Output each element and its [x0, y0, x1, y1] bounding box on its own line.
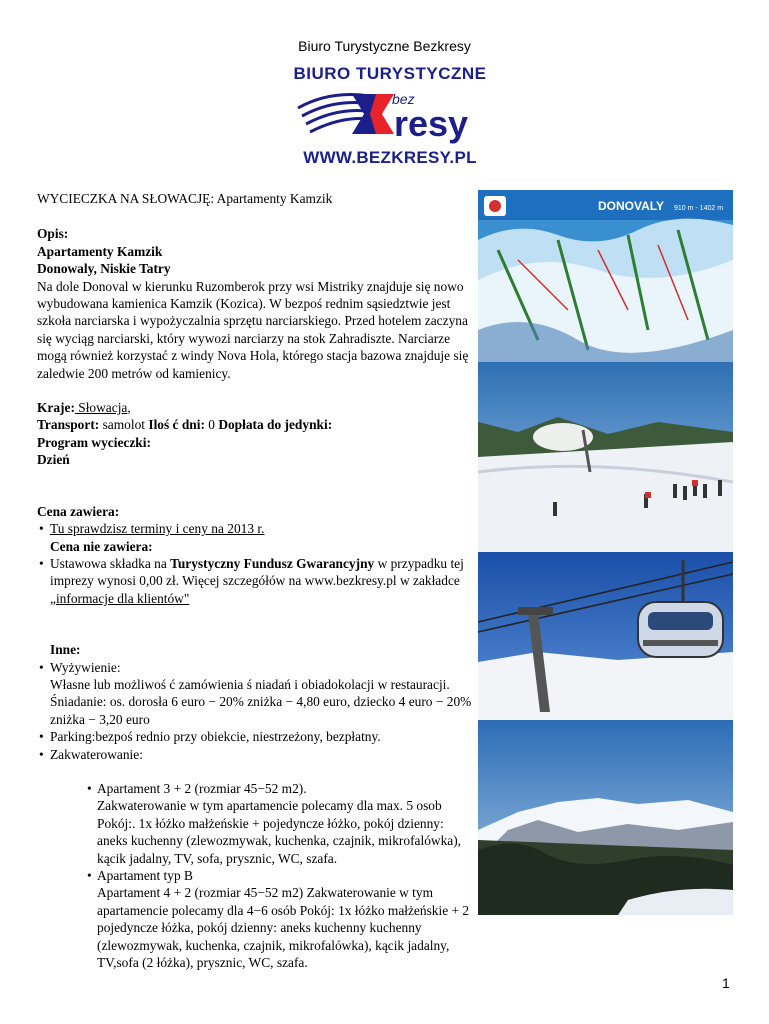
opis-label: Opis:: [37, 226, 69, 242]
terminy-link[interactable]: Tu sprawdzisz terminy i ceny na 2013 r.: [50, 521, 265, 537]
logo-url: WWW.BEZKRESY.PL: [303, 148, 477, 167]
logo-mark-icon: [290, 84, 490, 146]
informacje-link[interactable]: „informacje dla klientów": [50, 590, 190, 606]
apt2-text: Apartament 4 + 2 (rozmiar 45−52 m2) Zakwaterowanie w tym apartamencie polecamy dla 4−6 osób Pokój: 1x łóżko małżeńskie + 2 pojedyncze łóżka, pokój dzienny: aneks kuchenny kuchenny (zlewozmywak, kuchenka, czajnik, mikrofalówka), kącik jadalny, TV,sofa (2 łóżka), prysznic, WC, szafa.: [97, 885, 470, 971]
cena-zawiera-label: Cena zawiera:: [37, 503, 120, 519]
hotel-name: Apartamenty Kamzik: [37, 243, 163, 259]
ilosc-dni-label: Iloś ć dni:: [148, 417, 205, 433]
kraje-comma: ,: [127, 400, 131, 416]
hotel-description: Na dole Donoval w kierunku Ruzomberok przy wsi Mistriky znajduje się nowo wybudowana kamienica Kamzik (Kozica). W bezpoś rednim sąsiedztwie jest szkoła narciarska i wypożyczalnia sprzętu narciarskiego. Przed hotelem zaczyna się wyciąg narciarski, który wywozi narciarzy na stok Zahradiszte. Narciarze mogą również korzystać z windy Nova Hola, którego stacja bazowa znajduje się zaledwie 200 metrów od kamienicy.: [37, 278, 469, 381]
doplata-label: Dopłata do jedynki:: [218, 417, 333, 433]
mountain-photo: [478, 720, 733, 915]
apt1-text: Zakwaterowanie w tym apartamencie polecamy dla max. 5 osob Pokój:. 1x łóżko małżeńskie + pojedyncze łóżko, pokój dzienny: aneks kuchenny (zlewozmywak, kuchenka, czajnik, mikrofalówka), kącik jadalny, TV, sofa, prysznic, WC, szafa.: [97, 798, 462, 866]
cena-nie-zawiera-label: Cena nie zawiera:: [50, 538, 153, 554]
list-item: • Zakwaterowanie:: [37, 746, 477, 763]
kraje-label: Kraje:: [37, 400, 75, 416]
kraje-link[interactable]: Słowacja: [74, 400, 128, 416]
map-title: DONOVALY: [598, 199, 665, 213]
dzien-label: Dzień: [37, 452, 70, 468]
page-header: Biuro Turystyczne Bezkresy: [298, 38, 471, 54]
transport-value: samolot: [99, 417, 149, 433]
logo-bez-text: bez: [392, 91, 415, 107]
skladka-text: Ustawowa składka na: [50, 555, 171, 571]
list-item: [37, 520, 477, 537]
map-altitude: 910 m - 1402 m: [674, 205, 724, 212]
kraje-line: [37, 399, 477, 416]
main-content: [37, 190, 477, 971]
company-logo: [290, 62, 490, 172]
transport-label: Transport:: [37, 417, 100, 433]
wyzywienie-text: Własne lub możliwoś ć zamówienia ś niadań i obiadokolacji w restauracji. Śniadanie: os. dorosła 6 euro − 20% zniżka − 4,80 euro, dziecko 4 euro − 20% zniżka − 3,20 euro: [50, 676, 472, 727]
ski-slope-photo: [478, 362, 733, 552]
list-item: • Apartament 3 + 2 (rozmiar 45−52 m2).: [37, 780, 477, 797]
hotel-location: Donowaly, Niskie Tatry: [37, 261, 171, 277]
list-item: [37, 555, 477, 607]
ilosc-dni-value: 0: [204, 417, 219, 433]
inne-label: Inne:: [50, 642, 81, 658]
list-item: • Apartament typ B: [37, 867, 477, 884]
svg-text:resy: resy: [394, 103, 469, 144]
program-label: Program wycieczki:: [37, 434, 151, 450]
tfg-text: Turystyczny Fundusz Gwarancyjny: [170, 555, 375, 571]
skladka-more-text: w przypadku tej imprezy wynosi 0,00 zł. Więcej szczegółów na www.bezkresy.pl w zakładce: [50, 555, 464, 589]
list-item: • Parking:bezpoś rednio przy obiekcie, niestrzeżony, bezpłatny.: [37, 728, 477, 745]
ski-map-image: [478, 190, 733, 362]
logo-line-1: BIURO TURYSTYCZNE: [293, 64, 487, 83]
doc-title: WYCIECZKA NA SŁOWACJĘ: Apartamenty Kamzik: [37, 191, 333, 206]
transport-line: [37, 416, 477, 433]
list-item: • Wyżywienie:: [37, 659, 477, 676]
page-number: 1: [722, 975, 730, 991]
gondola-photo: [478, 552, 733, 720]
